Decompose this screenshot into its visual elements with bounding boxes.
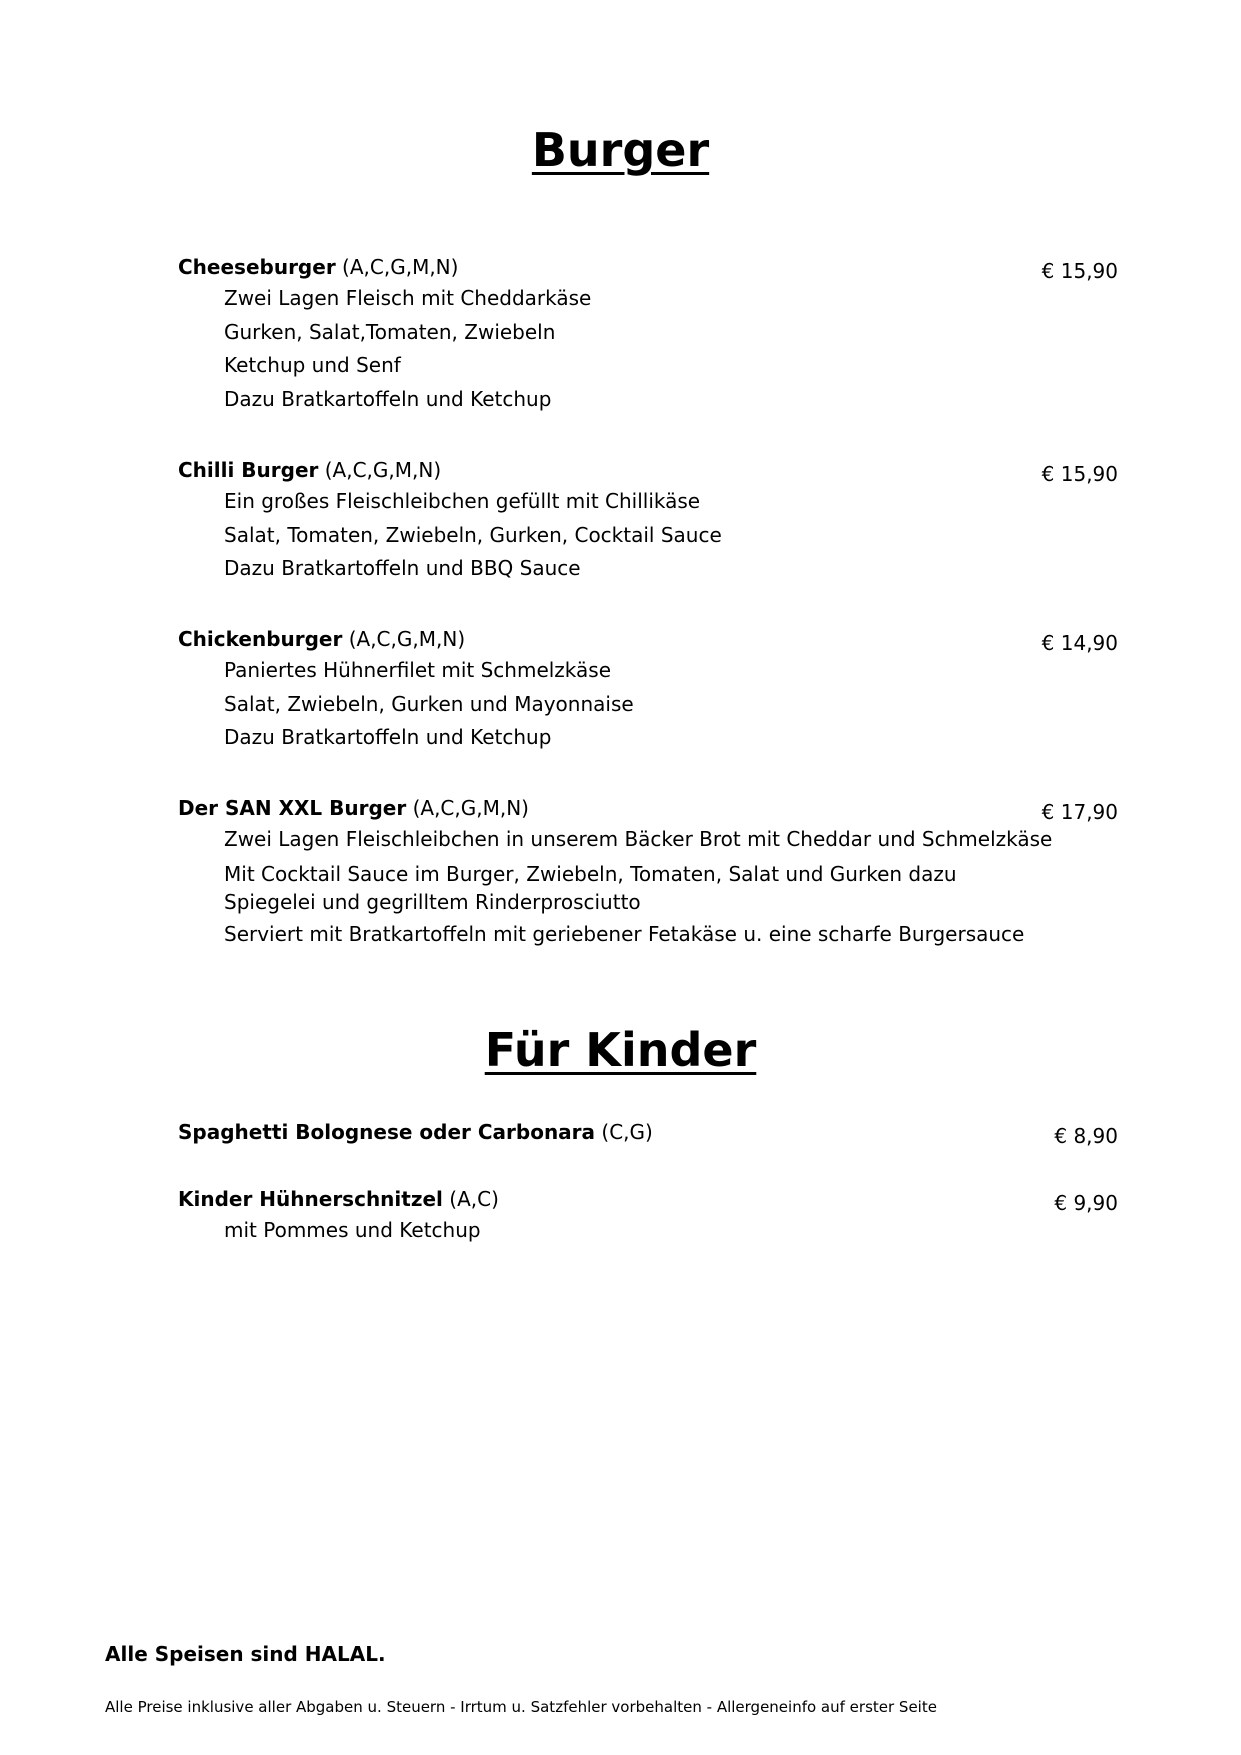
section-title-burger (0, 122, 1241, 178)
menu-item-cheeseburger (178, 252, 1118, 416)
section-title-kinder (0, 1022, 1241, 1078)
item-allergens: (C,G) (601, 1120, 653, 1144)
menu-item-spaghetti (178, 1117, 1118, 1147)
menu-item-chilli-burger (178, 455, 1118, 586)
item-header (178, 455, 1118, 485)
description-line: Gurken, Salat,Tomaten, Zwiebeln (224, 319, 556, 344)
menu-item-chickenburger (178, 624, 1118, 755)
description-line: Ketchup und Senf (224, 353, 401, 377)
section-title-kinder-text: Für Kinder (484, 1023, 757, 1077)
item-description (178, 823, 1118, 951)
item-description (178, 282, 1118, 416)
item-allergens: (A,C,G,M,N) (348, 627, 466, 651)
section-title-burger-text: Burger (531, 123, 710, 177)
item-header (178, 1184, 1118, 1214)
menu-item-kinder-huehnerschnitzel (178, 1184, 1118, 1248)
item-name: Cheeseburger (178, 255, 336, 279)
menu-item-san-xxl-burger (178, 793, 1118, 951)
description-line: Salat, Zwiebeln, Gurken und Mayonnaise (224, 691, 634, 716)
item-header (178, 1117, 1118, 1147)
item-price: € 17,90 (1041, 800, 1118, 824)
item-description (178, 485, 1118, 586)
description-line: mit Pommes und Ketchup (224, 1218, 481, 1242)
item-price: € 15,90 (1041, 462, 1118, 486)
item-name: Chilli Burger (178, 458, 319, 482)
item-description (178, 1214, 1118, 1248)
item-price: € 14,90 (1041, 631, 1118, 655)
description-line: Zwei Lagen Fleischleibchen in unserem Bäcker Brot mit Cheddar und Schmelzkäse (224, 827, 1053, 851)
item-header (178, 252, 1118, 282)
description-line: Ein großes Fleischleibchen gefüllt mit Chillikäse (224, 489, 701, 513)
item-price: € 15,90 (1041, 259, 1118, 283)
item-header (178, 624, 1118, 654)
price-disclaimer: Alle Preise inklusive aller Abgaben u. Steuern - Irrtum u. Satzfehler vorbehalten - Allergeneinfo auf erster Seite (105, 1698, 937, 1716)
item-name: Chickenburger (178, 627, 343, 651)
item-name: Der SAN XXL Burger (178, 796, 407, 820)
item-name: Spaghetti Bolognese oder Carbonara (178, 1120, 596, 1144)
description-line: Dazu Bratkartoffeln und Ketchup (224, 386, 552, 411)
item-allergens: (A,C,G,M,N) (342, 255, 459, 279)
description-line: Paniertes Hühnerfilet mit Schmelzkäse (224, 658, 612, 682)
description-line: Dazu Bratkartoffeln und BBQ Sauce (224, 556, 581, 580)
item-name: Kinder Hühnerschnitzel (178, 1187, 443, 1211)
description-line: Dazu Bratkartoffeln und Ketchup (224, 725, 552, 749)
item-allergens: (A,C,G,M,N) (324, 458, 442, 482)
halal-notice: Alle Speisen sind HALAL. (105, 1642, 386, 1666)
description-line: Zwei Lagen Fleisch mit Cheddarkäse (224, 286, 592, 310)
item-allergens: (A,C) (449, 1187, 499, 1211)
item-header (178, 793, 1118, 823)
item-price: € 8,90 (1054, 1124, 1118, 1148)
item-description (178, 654, 1118, 755)
item-allergens: (A,C,G,M,N) (412, 796, 529, 820)
item-price: € 9,90 (1054, 1191, 1118, 1215)
description-line: Mit Cocktail Sauce im Burger, Zwiebeln, Tomaten, Salat und Gurken dazu Spiegelei und gegrilltem Rinderprosciutto (224, 861, 957, 914)
description-line: Serviert mit Bratkartoffeln mit geriebener Fetakäse u. eine scharfe Burgersauce (224, 921, 1025, 946)
description-line: Salat, Tomaten, Zwiebeln, Gurken, Cocktail Sauce (224, 522, 722, 547)
